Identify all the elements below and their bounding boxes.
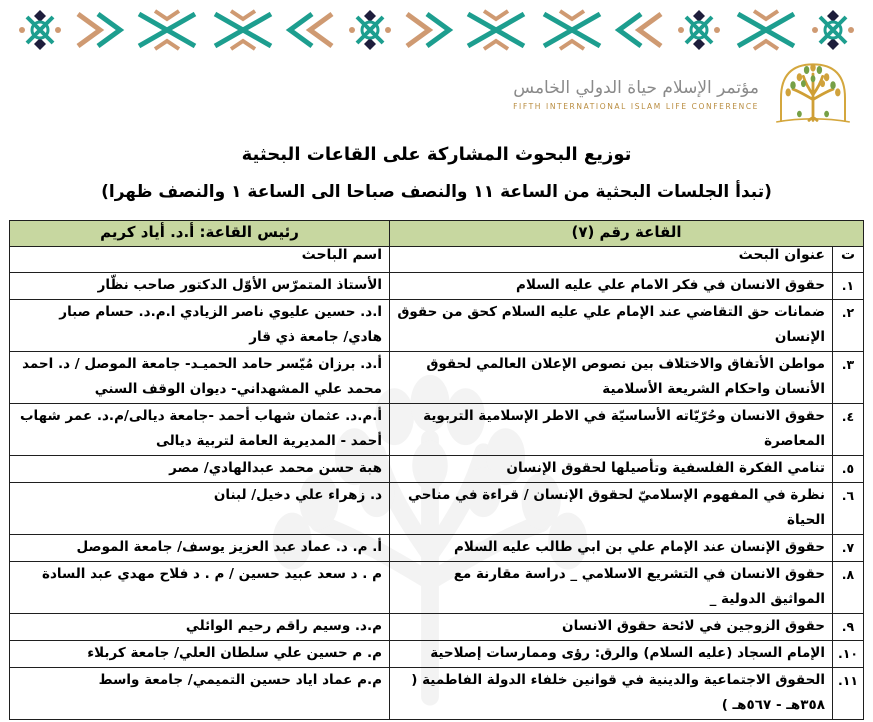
tree-arch-icon [769,58,857,130]
research-title: الإمام السجاد (عليه السلام) والرق: رؤى وممارسات إصلاحية [390,641,833,668]
row-number: ٤. [833,404,864,456]
border-medallion-icon [807,7,859,53]
researcher-name: ا.د. حسين عليوي ناصر الزيادي ا.م.د. حسام صبار هادي/ جامعة ذي قار [10,300,390,352]
border-medallion-icon [673,7,725,53]
table-row [10,273,864,300]
border-x-icon [461,8,531,52]
row-number: ١٠. [833,641,864,668]
row-number: ٣. [833,352,864,404]
hall-header-row [10,221,864,247]
researcher-name: م. م حسين علي سلطان العلي/ جامعة كربلاء [10,641,390,668]
table-row [10,483,864,535]
researcher-name: أ.د. برزان مُيّسر حامد الحميـد- جامعة الموصل / د. احمد محمد علي المشهداني- ديوان الوقف السني [10,352,390,404]
researcher-name: أ.م.د. عثمان شهاب أحمد -جامعة ديالى/م.د. عمر شهاب أحمد - المديرية العامة لتربية ديالى [10,404,390,456]
page-subtitle: (تبدأ الجلسات البحثية من الساعة ١١ والنصف صباحا الى الساعة ١ والنصف ظهرا) [101,182,772,202]
research-table [9,220,864,720]
conference-logo [0,52,873,130]
row-number: ٨. [833,562,864,614]
research-title: حقوق الإنسان عند الإمام علي بن ابي طالب عليه السلام [390,535,833,562]
row-number: ٥. [833,456,864,483]
research-title: تنامي الفكرة الفلسفية وتأصيلها لحقوق الإنسان [390,456,833,483]
column-header-title: عنوان البحث [390,247,833,273]
border-x-icon [537,8,607,52]
row-number: ٦. [833,483,864,535]
researcher-name: م.م عماد اياد حسين التميمي/ جامعة واسط [10,668,390,720]
researcher-name: الأستاذ المتمرّس الأوّل الدكتور صاحب نظّار [10,273,390,300]
row-number: ١. [833,273,864,300]
research-title: مواطن الأتفاق والاختلاف بين نصوص الإعلان العالمي لحقوق الأنسان واحكام الشريعة الأسلامية [390,352,833,404]
logo-title-english: FIFTH INTERNATIONAL ISLAM LIFE CONFERENCE [513,101,759,111]
table-row [10,614,864,641]
research-title: حقوق الانسان في فكر الامام علي عليه السلام [390,273,833,300]
research-title: حقوق الانسان في التشريع الاسلامي _ دراسة مقارنة مع المواثيق الدولية _ [390,562,833,614]
row-number: ١١. [833,668,864,720]
row-number: ٩. [833,614,864,641]
table-body [10,273,864,720]
table-row [10,562,864,614]
table-row [10,300,864,352]
research-title: الحقوق الاجتماعية والدينية في قوانين خلفاء الدولة الفاطمية ( ٣٥٨هـ - ٥٦٧هـ ) [390,668,833,720]
research-title: حقوق الزوجين في لائحة حقوق الانسان [390,614,833,641]
research-title: حقوق الانسان وحُرّيّاته الأساسيّة في الاطر الإسلامية التربوية المعاصرة [390,404,833,456]
researcher-name: م . د سعد عبيد حسين / م . د فلاح مهدي عبد السادة [10,562,390,614]
border-chevron-left-icon [613,8,667,52]
research-table-wrap [9,220,864,720]
table-row [10,352,864,404]
researcher-name: د. زهراء علي دخيل/ لبنان [10,483,390,535]
decorative-border [0,0,873,52]
research-title: ضمانات حق التقاضي عند الإمام علي عليه السلام كحق من حقوق الإنسان [390,300,833,352]
border-medallion-icon [344,7,396,53]
border-x-icon [208,8,278,52]
table-row [10,456,864,483]
page-title: توزيع البحوث المشاركة على القاعات البحثية [241,144,632,165]
table-row [10,668,864,720]
table-row [10,535,864,562]
border-chevron-right-icon [72,8,126,52]
column-header-number: ت [833,247,864,273]
border-x-icon [731,8,801,52]
table-row [10,641,864,668]
table-row [10,404,864,456]
border-medallion-icon [14,7,66,53]
researcher-name: أ. م. د. عماد عبد العزيز يوسف/ جامعة الموصل [10,535,390,562]
border-chevron-left-icon [284,8,338,52]
logo-title-arabic: مؤتمر الإسلام حياة الدولي الخامس [513,77,759,98]
column-header-researcher: اسم الباحث [10,247,390,273]
hall-chair-header: رئيس القاعة: أ.د. أياد كريم [10,221,390,247]
row-number: ٢. [833,300,864,352]
research-title: نظرة في المفهوم الإسلاميّ لحقوق الإنسان / قراءة في مناحي الحياة [390,483,833,535]
border-x-icon [132,8,202,52]
column-header-row [10,247,864,273]
hall-number-header: القاعة رقم (٧) [390,221,864,247]
researcher-name: هبة حسن محمد عبدالهادي/ مصر [10,456,390,483]
row-number: ٧. [833,535,864,562]
researcher-name: م.د. وسيم راقم رحيم الوائلي [10,614,390,641]
border-chevron-right-icon [401,8,455,52]
